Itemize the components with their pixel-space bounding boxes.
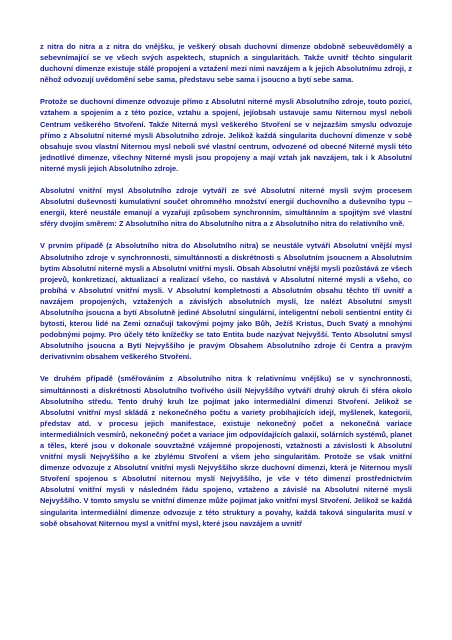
paragraph-4: V prvním případě (z Absolutního nitra do Absolutního nitra) se neustále vytváří Absolutní vnější mysl Absolutního zdroje v synchronnosti, simultánnosti a diskrétnosti s Absolutním jsoucnem a Absolutním bytím Absolutní niterné mysli a Absolutní vnitřní mysli. Obsah Absolutní vnější mysli pozůstává ze všech projevů, konkretizací, aktualizací a realizací všeho, co nastává v Absolutní niterné mysli a všeho, co probíhá v Absolutní vnitřní mysli. V Absolutní kompletnosti a Absolutním obsahu těchto tří uvnitř a navzájem propojených, vztažených a závislých absolutních myslí, lze nalézt Absolutní smysl! Absolutního jsoucna a bytí Absolutně jediné Absolutní singulární, inteligentní neboli sentientní entity či bytosti, kterou lidé na Zemi označují takovými pojmy jako Bůh, Ježíš Kristus, Duch Svatý a mnohými podobnými pojmy. Pro účely této knížečky se tato Entita bude nazývat Nejvyšší. Tento Absolutní smysl Absolutního jsoucna a Bytí Nejvyššího je pravým Obsahem Absolutního zdroje či Centra a pravým derivativním obsahem veškerého Stvoření.: [40, 241, 412, 362]
paragraph-1: z nitra do nitra a z nitra do vnějšku, je veškerý obsah duchovní dimenze obdobně sebeuvědomělý a sebevnímající se ve všech svých aspektech, stupních a singularitách. Takže uvnitř těchto singularit duchovní dimenze existuje stálé propojení a vztažení mezi nimi navzájem a k jejich Absolutnímu zdroji, z něhož odvozují uvědomění sebe sama, představu sebe sama i jsoucno a bytí sebe sama.: [40, 42, 412, 85]
paragraph-3: Absolutní vnitřní mysl Absolutního zdroje vytváří ze své Absolutní niterné mysli svým procesem Absolutní duševnosti kumulativní součet ohromného množství energií duchovního a duševního typu – energií, které neustále emanují a vyzařují způsobem synchronním, simultánním a spojitým své vlastní sféry dvojím směrem: Z Absolutního nitra do Absolutního nitra a z Absolutního nitra do relativního vně.: [40, 186, 412, 229]
document-page: [40, 41, 412, 540]
paragraph-5: Ve druhém případě (směřováním z Absolutního nitra k relativnímu vnějšku) se v synchronnosti, simultánnosti a diskrétnosti Absolutního tvořivého úsilí Nejvyššího vytváří druhý okruh či sféra okolo Absolutního středu. Tento druhý kruh lze pojímat jako intermediální dimenzi Stvoření. Jelikož se Absolutní vnitřní mysl skládá z nekonečného počtu a variety probíhajících idejí, myšlenek, kategorií, představ atd. v procesu jejich manifestace, existuje nekonečný počet a nekonečná variace intermediálních vesmírů, nekonečný počet a variace jim odpovídajících galaxií, solárních systémů, planet a těles, které jsou v dokonale souvztažné vzájemné propojenosti, vztažnosti a závislosti k Absolutní vnitřní mysli Nejvyššího a ke zbylému Stvoření a všem jeho singularitám. Protože se však vnitřní dimenze odvozuje z Absolutní vnitřní mysli Nejvyššího skrze duchovní dimenzi, která je Niternou myslí Stvoření spojenou s Absolutní niternou myslí Nejvyššího, je vše v této dimenzi prostřednictvím Absolutní vnitřní mysli v následném řádu spojeno, vztaženo a závislé na Absolutní niterné mysli Nejvyššího. V tomto smyslu se vnitřní dimenze může pojímat jako vnitřní mysl Stvoření. Jelikož se každá singularita intermediální dimenze odvozuje z této struktury a povahy, každá taková singularita musí v sobě obsahovat Niternou mysl a vnitřní mysl, které jsou navzájem a uvnitř: [40, 374, 413, 528]
paragraph-2: Protože se duchovní dimenze odvozuje přímo z Absolutní niterné mysli Absolutního zdroje, touto pozicí, vztahem a spojením a z této pozice, vztahu a spojení, jejíobsah ustavuje samu Niternou mysl neboli Centrum veškerého Stvoření. Takže Niterná mysl veškerého Stvoření se v nejzazším smyslu odvozuje přímo z Absolutní niterné mysli Absolutního zdroje. Jelikož každá singularita duchovní dimenze v sobě obsahuje svou vlastní Niternou mysl neboli své vlastní centrum, odvozené od obecné Niterné mysli této jednotlivé dimenze, všechny Niterné mysli jsou propojeny a mají vztah jak navzájem, tak i k Absolutní niterné mysli jejich Absolutního zdroje.: [40, 97, 412, 173]
